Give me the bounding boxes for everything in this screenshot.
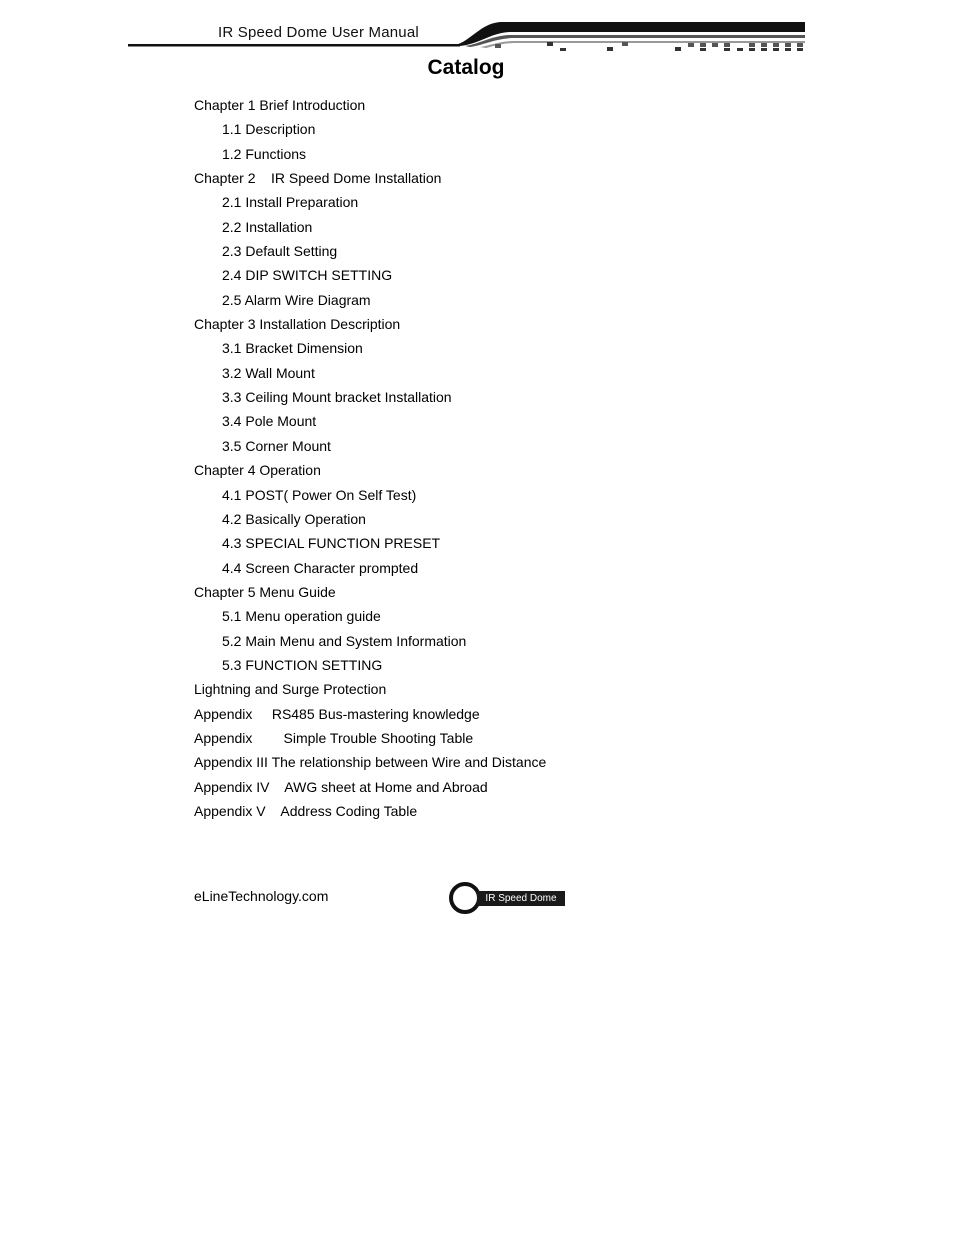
toc-chapter-item[interactable]: Chapter 4 Operation: [194, 462, 321, 479]
toc-chapter-item[interactable]: Appendix RS485 Bus-mastering knowledge: [194, 705, 480, 722]
page-header: [0, 0, 954, 60]
table-of-contents: [194, 93, 714, 823]
toc-section-item[interactable]: 5.3 FUNCTION SETTING: [222, 656, 383, 673]
toc-chapter-item[interactable]: Chapter 3 Installation Description: [194, 316, 401, 333]
toc-chapter-item[interactable]: Chapter 1 Brief Introduction: [194, 97, 366, 113]
footer-site-url: eLineTechnology.com: [194, 888, 329, 904]
toc-section-item[interactable]: 1.2 Functions: [222, 145, 307, 162]
toc-section-item[interactable]: 2.4 DIP SWITCH SETTING: [222, 267, 393, 284]
toc-section-item[interactable]: 3.5 Corner Mount: [222, 437, 331, 454]
toc-chapter-item[interactable]: Appendix Simple Trouble Shooting Table: [194, 729, 474, 746]
toc-chapter-item[interactable]: Appendix V Address Coding Table: [194, 802, 418, 819]
footer-logo: [449, 882, 567, 914]
toc-section-item[interactable]: 4.4 Screen Character prompted: [222, 559, 419, 576]
toc-chapter-item[interactable]: Appendix IV AWG sheet at Home and Abroad: [194, 778, 488, 795]
toc-section-item[interactable]: 4.1 POST( Power On Self Test): [222, 486, 417, 503]
toc-section-item[interactable]: 5.2 Main Menu and System Information: [222, 632, 467, 649]
toc-section-item[interactable]: 2.3 Default Setting: [222, 243, 338, 260]
toc-section-item[interactable]: 2.1 Install Preparation: [222, 194, 359, 211]
toc-section-item[interactable]: 1.1 Description: [222, 121, 316, 138]
toc-section-item[interactable]: 3.1 Bracket Dimension: [222, 340, 363, 357]
toc-section-item[interactable]: 3.2 Wall Mount: [222, 364, 315, 381]
header-decoration: [0, 0, 954, 60]
toc-section-item[interactable]: 3.3 Ceiling Mount bracket Installation: [222, 389, 452, 406]
toc-section-item[interactable]: 5.1 Menu operation guide: [222, 608, 381, 625]
toc-section-item[interactable]: 2.5 Alarm Wire Diagram: [222, 291, 371, 308]
toc-section-item[interactable]: 2.2 Installation: [222, 218, 313, 235]
header-title: IR Speed Dome User Manual: [218, 24, 419, 41]
toc-chapter-item[interactable]: Chapter 5 Menu Guide: [194, 583, 336, 600]
page-title: Catalog: [427, 56, 505, 79]
toc-chapter-item[interactable]: Lightning and Surge Protection: [194, 681, 387, 698]
logo-label: IR Speed Dome: [477, 891, 565, 906]
toc-section-item[interactable]: 3.4 Pole Mount: [222, 413, 317, 430]
toc-chapter-item[interactable]: Appendix III The relationship between Wire and Distance: [194, 754, 547, 771]
toc-section-item[interactable]: 4.3 SPECIAL FUNCTION PRESET: [222, 535, 441, 552]
toc-section-item[interactable]: 4.2 Basically Operation: [222, 510, 366, 527]
toc-chapter-item[interactable]: Chapter 2 IR Speed Dome Installation: [194, 170, 442, 187]
